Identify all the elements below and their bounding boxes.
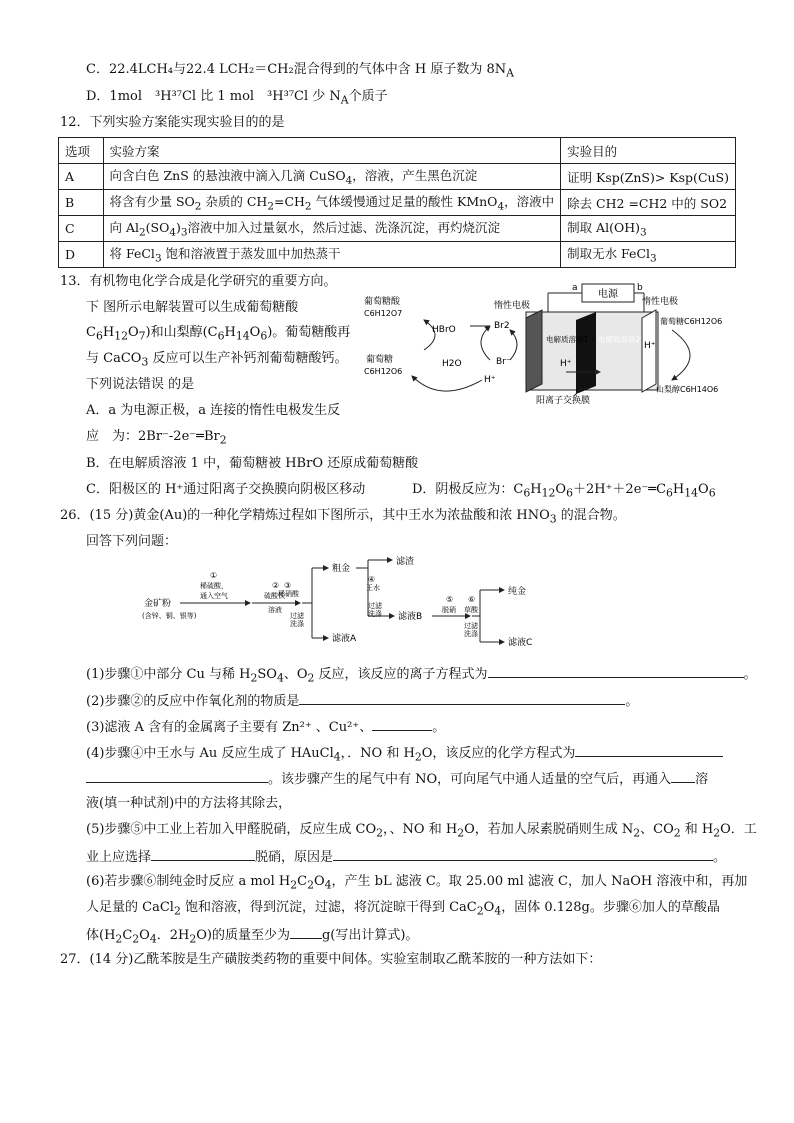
q26-part-5-cont [86,846,726,868]
residue: 滤渣 [396,557,415,567]
answer-blank[interactable] [86,768,268,783]
q27-stem: 27．(14 分)乙酰苯胺是生产磺胺类药物的重要中间体。实验室制取乙酰苯胺的一种方法如下： [60,952,602,967]
q26-part-4-cont-2: 液(填一种试剂)中的方法将其除去， [86,796,292,811]
table-cell: 除去 CH2 =CH2 中的 SO2 [561,190,736,216]
step-1: ① [210,571,218,580]
step-1-reagent-2: 通入空气 [200,592,228,600]
table-cell: B [59,190,104,216]
step-4-reagent: 王水 [366,584,380,592]
step-1-reagent: 稀硫酸， [200,582,228,590]
filter-label-2: 过滤 [368,602,382,610]
hbro-label: HBrO [432,325,456,335]
q26-part-4-text-2: 。该步骤产生的尾气中有 NO，可向尾气中通人适量的空气后，再通入 [268,772,672,787]
inert-electrode-left: 惰性电极 [494,301,531,311]
answer-blank[interactable] [299,690,625,705]
table-cell: 向含白色 ZnS 的悬浊液中滴入几滴 CuSO$_4$，溶液，产生黑色沉淀 [103,164,561,190]
table-row [59,216,736,242]
power-label: 电源 [598,289,618,300]
table-cell: 制取 $Al(OH)_3$ [561,216,736,242]
q13-line2: $C_6H_{12}O_7$)和山梨醇$(C_6H_{14}O_6)$。葡萄糖酸再 [86,325,351,343]
step-6-reagent: 草酸 [464,606,478,614]
q13-line3: 与 CaCO$_3$ 反应可以生产补钙剂葡萄糖酸钙。 [86,351,348,369]
q26-prompt: 回答下列问题： [86,534,178,549]
answer-blank[interactable] [488,663,744,678]
wash-label: 洗涤 [290,620,304,628]
table-row [59,164,736,190]
q12-stem: 12．下列实验方案能实现实验目的的是 [60,115,285,130]
table-cell: 向 $Al_2(SO_4)_3$溶液中加入过量氨水，然后过滤、洗涤沉淀，再灼烧沉淀 [103,216,561,242]
q26-part-2 [86,690,638,712]
table-header: 实验方案 [103,138,561,164]
cation-exchange-membrane [576,312,596,394]
refining-flowchart [140,556,560,656]
br2-label: Br2 [494,321,510,331]
q26-part-5-text-2: 业上应选择 [86,850,152,865]
glucose-label: 葡萄糖 [366,355,394,365]
table-cell: 制取无水 FeCl$_3$ [561,242,736,268]
answer-blank[interactable] [575,742,723,757]
flow-start-sub: (含锌、铜、银等) [142,612,197,620]
glucose-right-label: 葡萄糖C6H12O6 [660,317,723,326]
period: 。 [432,720,446,735]
q26-part-4-text-3: 溶 [695,772,709,787]
sorbitol-label: 山梨醇C6H14O6 [656,385,719,394]
period: 。 [713,850,727,865]
filtrate-b: 滤液B [398,612,423,622]
h2o-label: H2O [442,359,462,369]
q11-option-c: C．22.4LCH₄与22.4 LCH₂＝CH₂混合得到的气体中含 H 原子数为 $8N_A$ [86,62,514,80]
gluconic-acid-label: 葡萄糖酸 [364,297,401,307]
answer-blank[interactable] [372,716,432,731]
step-2-reagent-2: 溶液 [268,606,282,614]
q26-part-6-cont: 人足量的 CaCl$_2$ 饱和溶液，得到沉淀，过滤，将沉淀晾干得到 $CaC_2O_4$，固体 0.128g。步骤⑥加人的草酸晶 [86,900,720,918]
q26-part-4 [86,742,723,768]
q26-part-2-text: (2)步骤②的反应中作氧化剂的物质是 [86,694,300,709]
h-plus-label-2: H⁺ [484,375,496,385]
filtrate-c: 滤液C [508,638,533,648]
table-cell: C [59,216,104,242]
q26-part-3 [86,716,445,738]
q26-part-5-text-3: 脱硝，原因是 [255,850,334,865]
h-plus-right: H⁺ [644,341,656,351]
table-header-row [59,138,736,164]
q13-option-d: D．阴极反应为：$C_6H_{12}O_6+2H^++2e^-═C_6H_{14}O_6$ [412,482,716,500]
wash-label-3: 洗涤 [464,630,478,638]
answer-blank[interactable] [290,924,322,939]
terminal-a: a [572,283,578,293]
answer-blank[interactable] [151,846,255,861]
filter-label-3: 过滤 [464,622,478,630]
answer-blank[interactable] [333,846,713,861]
table-cell: A [59,164,104,190]
right-electrode [642,310,656,392]
membrane-label: 阳离子交换膜 [536,396,591,406]
crude-gold: 粗金 [332,564,351,574]
q26-part-6-text-4: g(写出计算式)。 [321,928,419,943]
q26-part-6: (6)若步骤⑥制纯金时反应 a mol $H_2C_2O_4$，产生 bL 滤液 C。取 25.00 ml 滤液 C，加人 NaOH 溶液中和，再加 [86,874,748,892]
q26-part-4-text: (4)步骤④中王水与 Au 反应生成了 HAuCl$_4$，．NO 和 $H_2O$，该反应的化学方程式为 [86,746,576,764]
step-3-reagent: 稀硝酸 [278,590,299,598]
q26-part-6-cont-2 [86,924,418,950]
glucose-formula: C6H12O6 [364,367,403,376]
left-electrode [526,310,542,392]
step-3: ③ [284,581,292,590]
period: 。 [743,667,757,682]
q11-option-d: D．1mol ³H³⁷Cl 比 1 mol ³H³⁷Cl 少 $N_A$个质子 [86,89,388,107]
table-row [59,190,736,216]
step-5-reagent: 脱硝 [442,606,456,614]
table-header: 选项 [59,138,104,164]
answer-blank[interactable] [671,768,695,783]
table-cell: 证明 Ksp(ZnS)> Ksp(CuS) [561,164,736,190]
table-row [59,242,736,268]
inert-electrode-right: 惰性电极 [642,297,679,307]
q12-table [58,137,736,268]
step-4: ④ [368,575,376,584]
q26-part-1-text: (1)步骤①中部分 Cu 与稀 $H_2SO_4$、$O_2$ 反应，该反应的离子方程式为 [86,667,488,685]
table-cell: 将含有少量 $SO_2$ 杂质的 $CH_2=CH_2$ 气体缓慢通过足量的酸性 KMnO$_4$，溶液中 [103,190,561,216]
q26-part-4-cont [86,768,708,790]
solution-2-label: 电解质溶液2 [598,335,641,344]
table-cell: D [59,242,104,268]
q13-option-c: C．阳极区的 H⁺通过阳离子交换膜向阴极区移动 [86,482,366,497]
q26-part-5: (5)步骤⑤中工业上若加入甲醛脱硝，反应生成 $CO_2$，、NO 和 $H_2O$，若加人尿素脱硝则生成 $N_2$、$CO_2$ 和 $H_2O$．工 [86,822,757,840]
q13-line1: 下 图所示电解装置可以生成葡萄糖酸 [86,300,299,315]
filtrate-a: 滤液A [332,634,357,644]
gluconic-acid-formula: C6H12O7 [364,309,403,318]
flow-start: 金矿粉 [144,599,172,609]
q26-stem: 26．(15 分)黄金(Au)的一种化学精炼过程如下图所示，其中王水为浓盐酸和浓 $HNO_3$ 的混合物。 [60,508,626,526]
q13-stem: 13．有机物电化学合成是化学研究的重要方向。 [60,274,337,289]
solution-1-label: 电解质溶液1 [546,335,589,344]
wash-label-2: 洗涤 [368,610,382,618]
filter-label: 过滤 [290,612,304,620]
terminal-b: b [637,283,643,293]
q26-part-3-text: (3)滤液 A 含有的金属离子主要有 Zn²⁺ 、Cu²⁺、 [86,720,373,735]
q13-option-b: B．在电解质溶液 1 中，葡萄糖被 HBrO 还原成葡萄糖酸 [86,456,419,471]
step-6: ⑥ [468,595,476,604]
step-2: ② [272,581,280,590]
period: 。 [625,694,639,709]
pure-gold: 纯金 [508,587,527,597]
table-cell: 将 FeCl$_3$ 饱和溶液置于蒸发皿中加热蒸干 [103,242,561,268]
q13-option-a-cont: 应 为：$2Br^--2e^-═Br_2$ [86,429,227,447]
step-5: ⑤ [446,595,454,604]
q26-part-1 [86,663,757,689]
h-plus-label: H⁺ [560,359,572,369]
electrolysis-diagram [360,280,740,410]
q13-line4: 下列说法错误 的是 [86,377,195,392]
q13-option-a: A．a 为电源正极，a 连接的惰性电极发生反 [86,403,341,418]
step-2-reagent: 硫酸铁 [264,592,285,600]
q26-part-6-text-3: 体($H_2C_2O_4$．$2H_2O$)的质量至少为 [86,928,290,946]
table-header: 实验目的 [561,138,736,164]
br-minus-label: Br⁻ [496,357,511,367]
